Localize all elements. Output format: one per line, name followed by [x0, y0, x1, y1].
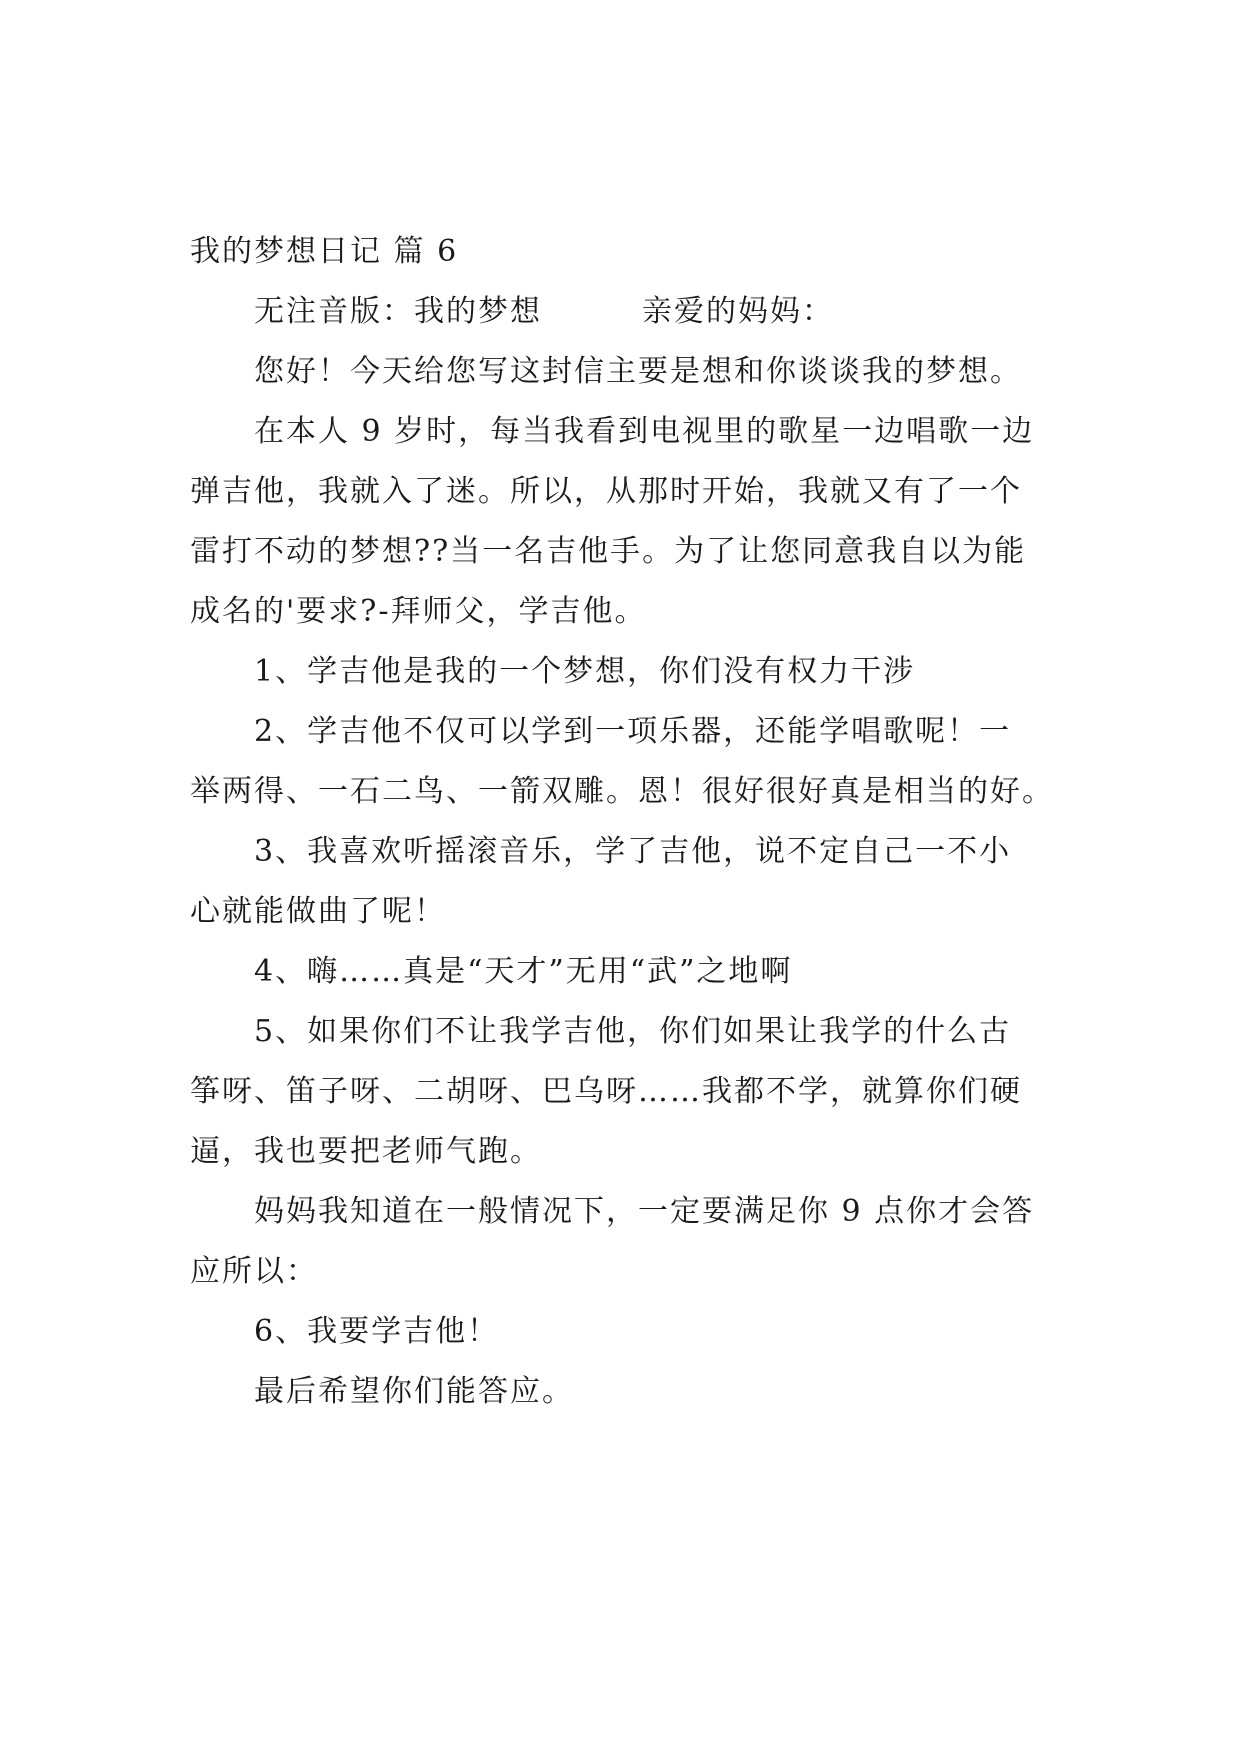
list-item: 6、我要学吉他！ [254, 1314, 500, 1349]
paragraph-line: 筝呀、笛子呀、二胡呀、巴乌呀……我都不学，就算你们硬 [190, 1074, 1022, 1109]
list-item: 5、如果你们不让我学吉他，你们如果让我学的什么古 [254, 1014, 1012, 1049]
subtitle-line [190, 282, 1070, 342]
paragraph-line: 逼，我也要把老师气跑。 [190, 1134, 542, 1169]
paragraph-line: 成名的'要求?-拜师父，学吉他。 [190, 594, 647, 629]
paragraph-line: 应所以： [190, 1254, 318, 1289]
paragraph-line: 心就能做曲了呢！ [190, 894, 446, 929]
paragraph-line: 举两得、一石二鸟、一箭双雕。恩！很好很好真是相当的好。 [190, 774, 1054, 809]
paragraph-line: 在本人 9 岁时，每当我看到电视里的歌星一边唱歌一边 [254, 414, 1035, 449]
list-item: 1、学吉他是我的一个梦想，你们没有权力干涉 [254, 654, 916, 689]
subtitle-text: 无注音版：我的梦想 [254, 294, 542, 329]
list-item: 2、学吉他不仅可以学到一项乐器，还能学唱歌呢！一 [254, 714, 1012, 749]
greeting-text: 亲爱的妈妈： [642, 294, 834, 329]
document-body [190, 222, 1070, 1422]
document-title: 我的梦想日记 篇 6 [190, 234, 459, 269]
list-item: 3、我喜欢听摇滚音乐，学了吉他，说不定自己一不小 [254, 834, 1012, 869]
list-item: 4、嗨……真是“天才”无用“武”之地啊 [254, 954, 793, 989]
paragraph-line: 您好！今天给您写这封信主要是想和你谈谈我的梦想。 [254, 354, 1022, 389]
closing-line: 最后希望你们能答应。 [254, 1374, 574, 1409]
paragraph-line: 弹吉他，我就入了迷。所以，从那时开始，我就又有了一个 [190, 474, 1022, 509]
paragraph-line: 雷打不动的梦想??当一名吉他手。为了让您同意我自以为能 [190, 534, 1027, 569]
paragraph-line: 妈妈我知道在一般情况下，一定要满足你 9 点你才会答 [254, 1194, 1035, 1229]
